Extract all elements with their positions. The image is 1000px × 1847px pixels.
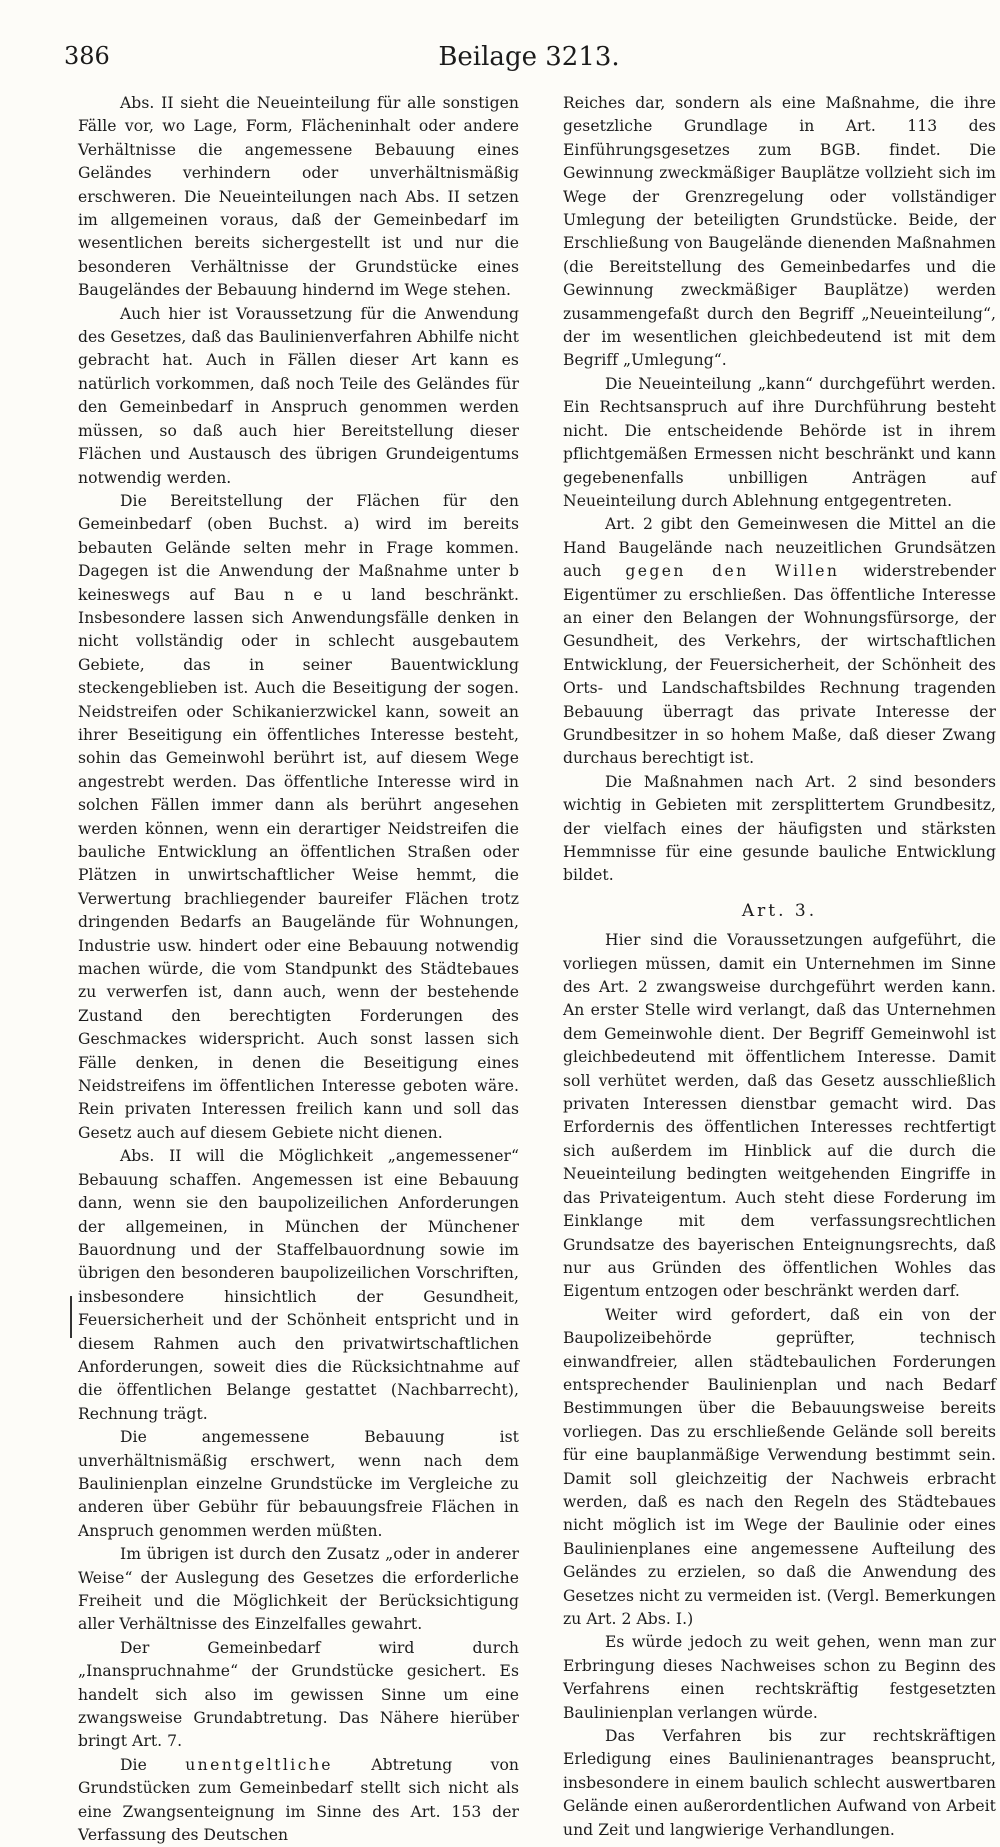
paragraph: Abs. II sieht die Neueinteilung für alle sonstigen Fälle vor, wo Lage, Form, Flächeninhalt oder andere Verhältnisse die angemessene Bebauung eines Geländes verhindern oder unverhältnismäßig erschweren. Die Neueinteilungen nach Abs. II setzen im allgemeinen voraus, daß der Gemeinbedarf im wesentlichen bereits sichergestellt ist und nur die besonderen Verhältnisse der Grundstücke eines Baugeländes der Bebauung hindernd im Wege stehen.: [78, 94, 519, 300]
paragraph: Das Verfahren bis zur rechtskräftigen Erledigung eines Baulinienantrages beansprucht, insbesondere in einem baulich schlecht auswertbaren Gelände einen außerordentlichen Aufwand von Arbeit und Zeit und langwierige Verhandlungen.: [563, 1727, 996, 1839]
section-heading: Art. 3.: [741, 900, 818, 921]
paragraph: Im übrigen ist durch den Zusatz „oder in anderer Weise“ der Auslegung des Gesetzes die erforderliche Freiheit und die Möglichkeit der Berücksichtigung aller Verhältnisse des Einzelfalles gewahrt.: [78, 1545, 519, 1634]
paragraph: Weiter wird gefordert, daß ein von der Baupolizeibehörde geprüfter, technisch einwandfreier, allen städtebaulichen Forderungen entsprechender Baulinienplan und nach Bedarf Bestimmungen über die Bebauungsweise bereits vorliegen. Das zu erschließende Gelände soll bereits für eine bauplanmäßige Verwendung bestimmt sein. Damit soll gleichzeitig der Nachweis erbracht werden, daß es nach den Regeln des Städtebaues nicht möglich ist im Wege der Baulinie oder eines Baulinienplanes eine angemessene Aufteilung des Geländes zu erzielen, so daß die Anwendung des Gesetzes nicht zu vermeiden ist. (Vergl. Bemerkungen zu Art. 2 Abs. I.): [563, 1305, 996, 1628]
page-header: [64, 42, 994, 82]
paragraph: Auch hier ist Voraussetzung für die Anwendung des Gesetzes, daß das Baulinienverfahren Abhilfe nicht gebracht hat. Auch in Fällen dieser Art kann es natürlich vorkommen, daß noch Teile des Geländes für den Gemeinbedarf in Anspruch genommen werden müssen, so daß auch hier Bereitstellung dieser Flächen und Austausch des übrigen Grundeigentums notwendig werden.: [78, 304, 519, 487]
paragraph-text: Abtretung von Grundstücken zum Gemeinbedarf stellt sich nicht als eine Zwangsenteignung im Sinne des Art. 153 der Verfassung des Deutschen: [78, 1755, 519, 1845]
paragraph-text: widerstrebender Eigentümer zu erschließen. Das öffentliche Interesse an einer den Belangen der Wohnungsfürsorge, der Gesundheit, des Verkehrs, der wirtschaftlichen Entwicklung, der Feuersicherheit, der Schönheit des Orts- und Landschaftsbildes Rechnung tragenden Bebauung überragt das private Interesse der Grundbesitzer in so hohem Maße, daß dieser Zwang durchaus berechtigt ist.: [563, 562, 996, 768]
paragraph: Reiches dar, sondern als eine Maßnahme, die ihre gesetzliche Grundlage in Art. 113 des Einführungsgesetzes zum BGB. findet. Die Gewinnung zweckmäßiger Bauplätze vollzieht sich im Wege der Grenzregelung oder vollständiger Umlegung der beteiligten Grundstücke. Beide, der Erschließung von Baugelände dienenden Maßnahmen (die Bereitstellung des Gemeinbedarfes und die Gewinnung zweckmäßiger Bauplätze) werden zusammengefaßt durch den Begriff „Neueinteilung“, der im wesentlichen gleichbedeutend ist mit dem Begriff „Umlegung“.: [563, 94, 996, 370]
paragraph: Abs. II will die Möglichkeit „angemessener“ Bebauung schaffen. Angemessen ist eine Bebauung dann, wenn sie den baupolizeilichen Anforderungen der allgemeinen, in München der Münchener Bauordnung und der Staffelbauordnung sowie im übrigen den besonderen baupolizeilichen Vorschriften, insbesondere hinsichtlich der Gesundheit, Feuersicherheit und der Schönheit entspricht und in diesem Rahmen auch den privatwirtschaftlichen Anforderungen, soweit dies die Rücksichtnahme auf die öffentlichen Belange gestattet (Nachbarrecht), Rechnung trägt.: [78, 1147, 519, 1423]
right-column: [563, 92, 996, 1842]
paragraph: Die Maßnahmen nach Art. 2 sind besonders wichtig in Gebieten mit zersplittertem Grundbesitz, der vielfach eines der häufigsten und stärksten Hemmnisse für eine gesunde bauliche Entwicklung bildet.: [563, 772, 996, 885]
paragraph: Hier sind die Voraussetzungen aufgeführt, die vorliegen müssen, damit ein Unternehmen im Sinne des Art. 2 zwangsweise durchgeführt werden kann. An erster Stelle wird verlangt, daß das Unternehmen dem Gemeinwohle dient. Der Begriff Gemeinwohl ist gleichbedeutend mit öffentlichem Interesse. Damit soll verhütet werden, daß das Gesetz ausschließlich privaten Interessen dienstbar gemacht wird. Das Erfordernis des öffentlichen Interesses rechtfertigt sich außerdem im Hinblick auf die durch die Neueinteilung bedingten weitgehenden Eingriffe in das Privateigentum. Auch steht diese Forderung im Einklange mit dem verfassungsrechtlichen Grundsatze des bayerischen Enteignungsrechts, daß nur aus Gründen des öffentlichen Wohles das Eigentum entzogen oder beschränkt werden darf.: [563, 931, 996, 1301]
paragraph: Die angemessene Bebauung ist unverhältnismäßig erschwert, wenn nach dem Baulinienplan einzelne Grundstücke im Vergleiche zu anderen über Gebühr für bebauungsfreie Flächen in Anspruch genommen werden müßten.: [78, 1428, 519, 1540]
page-number: 386: [64, 42, 110, 70]
paragraph-text: Art. 2 gibt den Gemeinwesen die Mittel an die Hand Baugelände nach neuzeitlichen Grundsätzen auch: [563, 515, 996, 581]
paragraph: Der Gemeinbedarf wird durch „Inanspruchnahme“ der Grundstücke gesichert. Es handelt sich also im gewissen Sinne um eine zwangsweise Grundabtretung. Das Nähere hierüber bringt Art. 7.: [78, 1638, 519, 1751]
paragraph: Die Bereitstellung der Flächen für den Gemeinbedarf (oben Buchst. a) wird im bereits bebauten Gelände selten mehr in Frage kommen. Dagegen ist die Anwendung der Maßnahme unter b keineswegs auf Bau n e u land beschränkt. Insbesondere lassen sich Anwendungsfälle denken in nicht vollständig oder in schlecht ausgebautem Gebiete, das in seiner Bauentwicklung steckengeblieben ist. Auch die Beseitigung der sogen. Neidstreifen oder Schikanierzwickel kann, soweit an ihrer Beseitigung ein öffentliches Interesse besteht, sohin das Gemeinwohl berührt ist, auf diesem Wege angestrebt werden. Das öffentliche Interesse wird in solchen Fällen immer dann als berührt angesehen werden können, wenn ein derartiger Neidstreifen die bauliche Entwicklung an öffentlichen Straßen oder Plätzen in unwirtschaftlicher Weise hemmt, die Verwertung brachliegender baureifer Flächen trotz dringenden Bedarfs an Baugelände für Wohnungen, Industrie usw. hindert oder eine Bebauung notwendig machen würde, die vom Standpunkt des Städtebaues zu verwerfen ist, dann auch, wenn der bestehende Zustand den berechtigten Forderungen des Geschmackes widerspricht. Auch sonst lassen sich Fälle denken, in denen die Beseitigung eines Neidstreifens im öffentlichen Interesse geboten wäre. Rein privaten Interessen freilich kann und soll das Gesetz auch auf diesem Gebiete nicht dienen.: [78, 491, 519, 1142]
left-column: [78, 92, 519, 1847]
margin-mark: [70, 1296, 72, 1338]
emphasized-text: gegen den Willen: [625, 562, 840, 581]
paragraph: [563, 513, 996, 770]
paragraph: Es würde jedoch zu weit gehen, wenn man zur Erbringung dieses Nachweises schon zu Beginn des Verfahrens einen rechtskräftig festgesetzten Baulinienplan verlangen würde.: [563, 1633, 996, 1722]
emphasized-text: unentgeltliche: [185, 1755, 333, 1774]
paragraph: Die Neueinteilung „kann“ durchgeführt werden. Ein Rechtsanspruch auf ihre Durchführung besteht nicht. Die entscheidende Behörde ist in ihrem pflichtgemäßen Ermessen nicht beschränkt und kann gegebenenfalls unbilligen Anträgen auf Neueinteilung durch Ablehnung entgegentreten.: [563, 374, 996, 510]
paragraph-text: Die: [120, 1755, 147, 1774]
running-title: Beilage 3213.: [438, 42, 620, 72]
paragraph: [78, 1754, 519, 1847]
